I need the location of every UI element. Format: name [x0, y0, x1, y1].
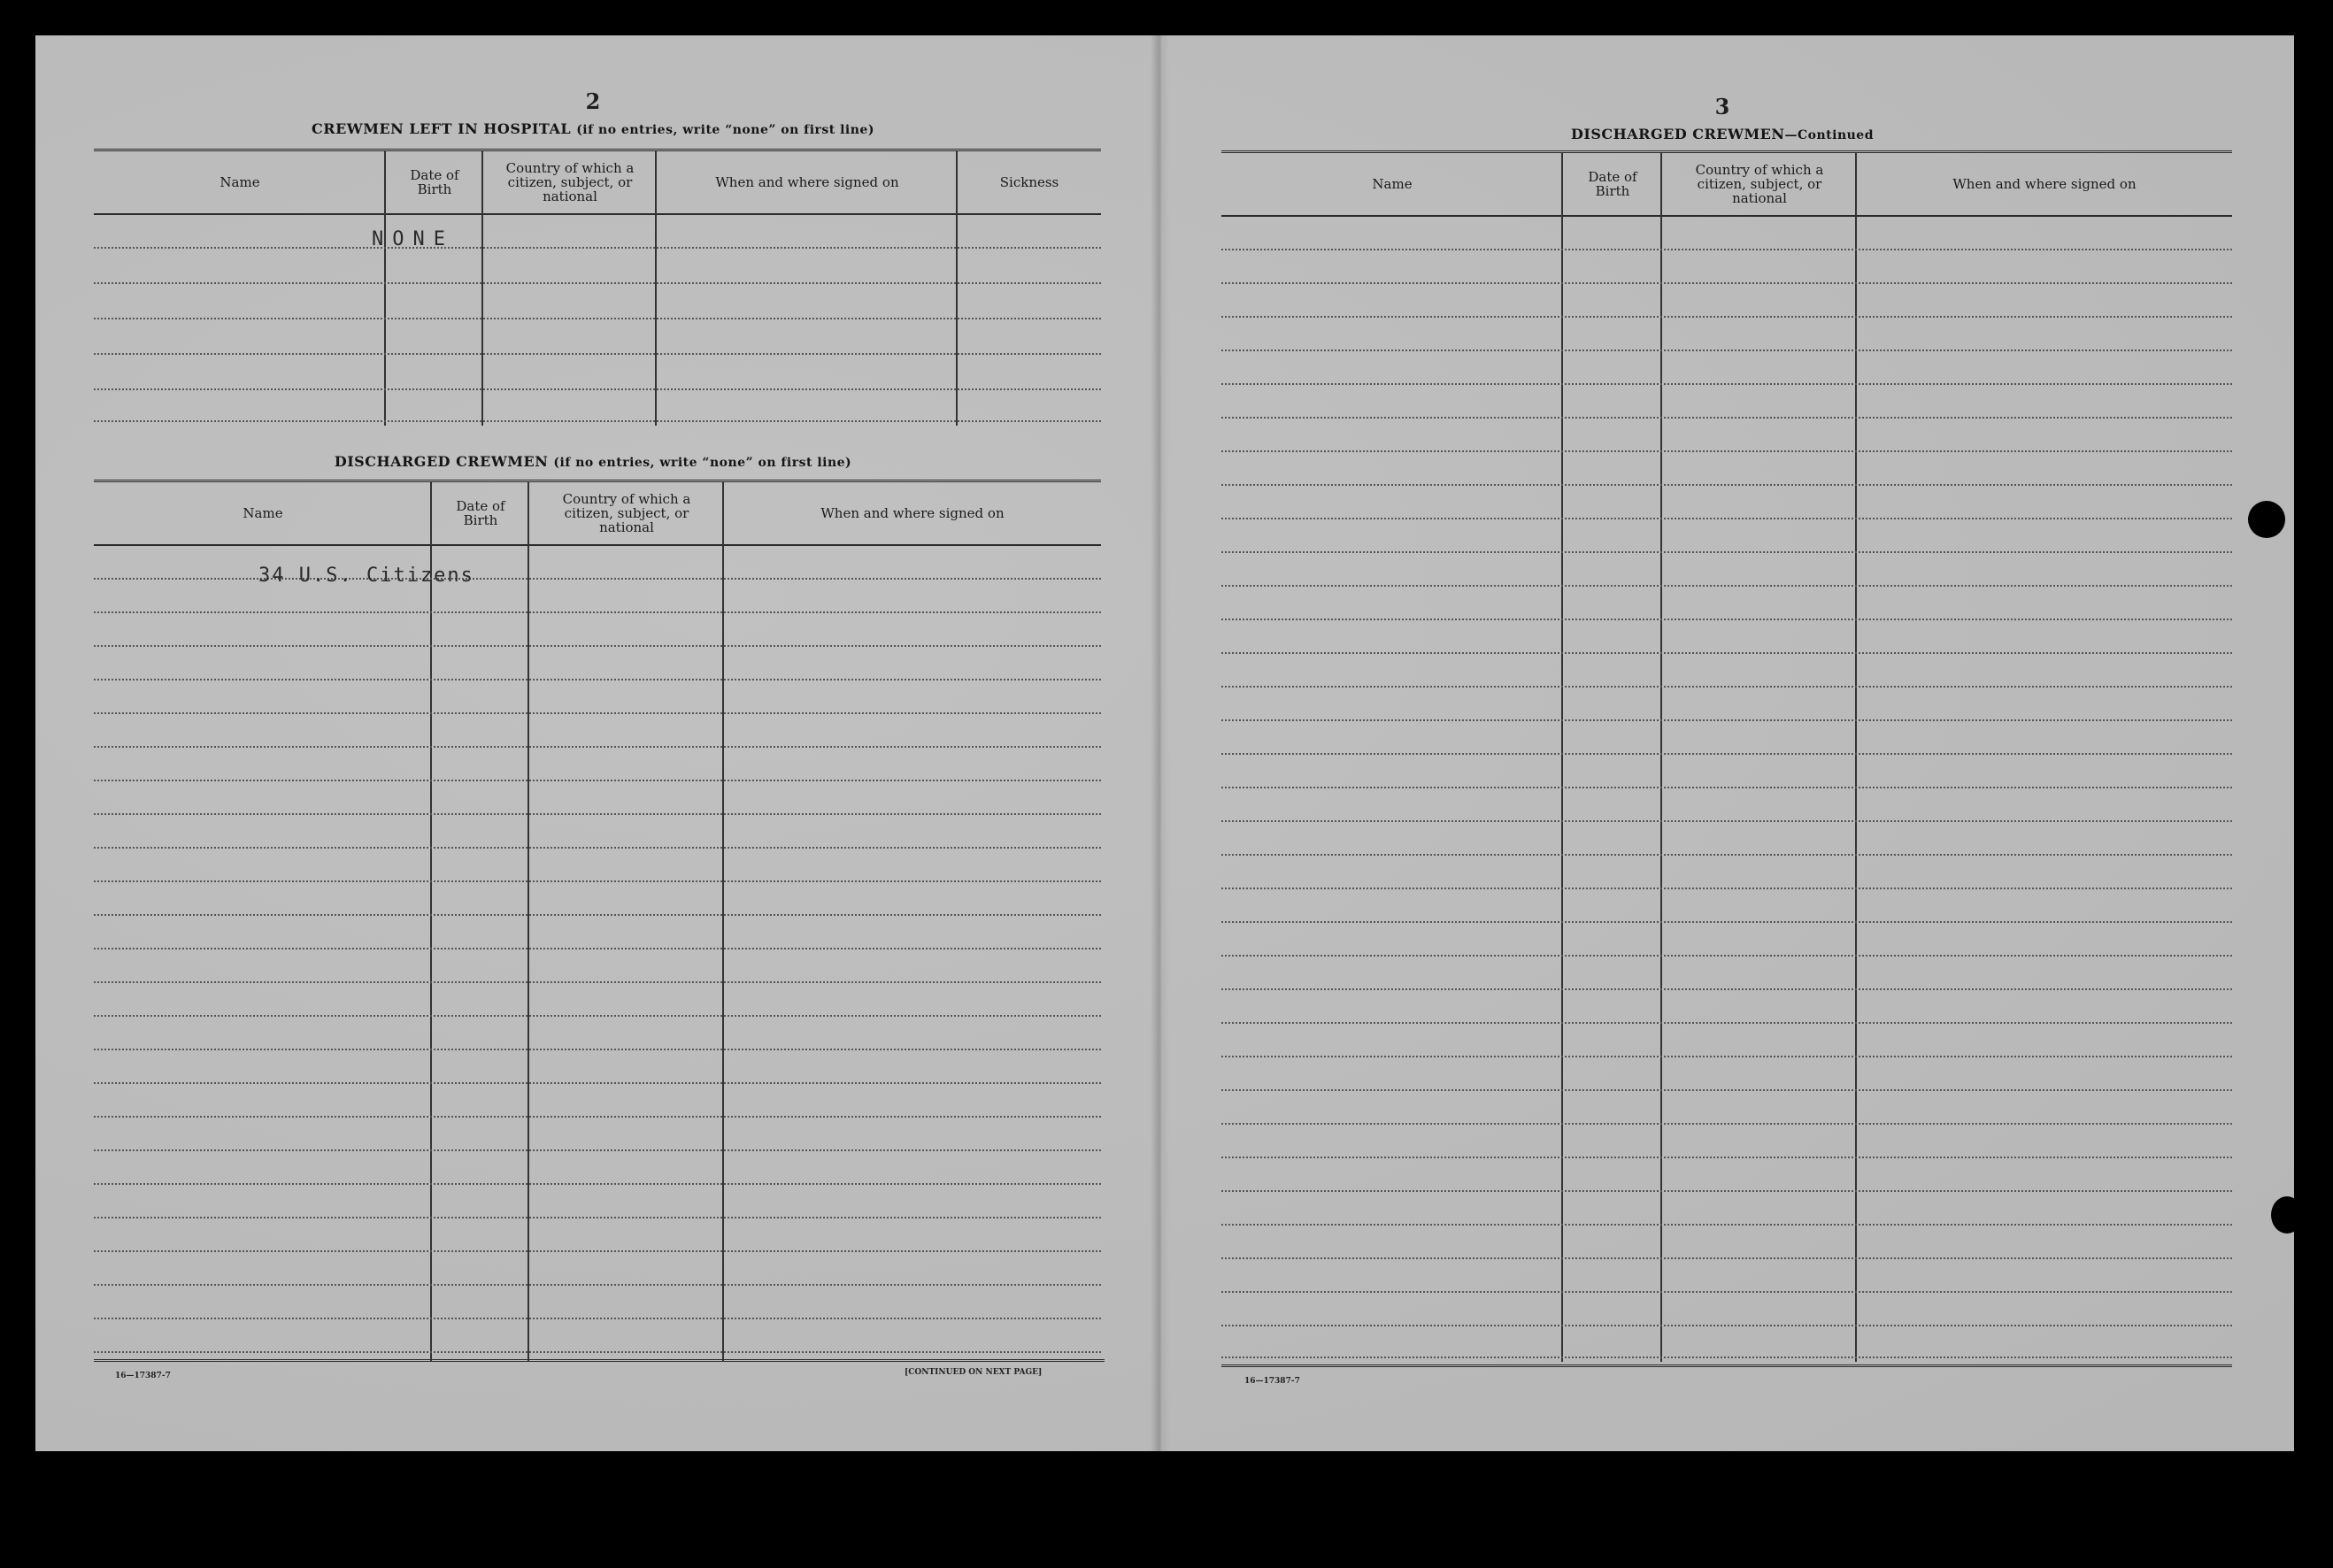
right-page-number: 3	[1714, 94, 1730, 119]
hospital-section-title	[312, 120, 874, 137]
hospital-header-name: Name	[219, 174, 260, 190]
hospital-table	[94, 149, 1101, 426]
right-header-signed-on: When and where signed on	[1952, 176, 2137, 192]
right-discharged-table	[1221, 150, 2232, 1362]
discharged-header-signed-on: When and where signed on	[820, 505, 1005, 521]
left-page-number: 2	[585, 88, 601, 114]
right-header-country: Country of which a citizen, subject, or national	[1695, 162, 1824, 206]
discharged-table	[94, 480, 1101, 1362]
discharged-section-title	[335, 453, 851, 470]
page-fold	[1151, 35, 1170, 1451]
continued-note: [CONTINUED ON NEXT PAGE]	[905, 1368, 1043, 1377]
punch-hole-top	[2248, 501, 2285, 538]
hospital-header-country: Country of which a citizen, subject, or national	[505, 160, 635, 204]
left-form-number: 16—17387-7	[115, 1372, 171, 1380]
discharged-header-name: Name	[243, 505, 283, 521]
right-bottom-rule	[1221, 1364, 2232, 1367]
discharged-title: DISCHARGED CREWMEN	[334, 453, 549, 470]
hospital-typed-entry: NONE	[372, 228, 454, 250]
punch-hole-bottom	[2271, 1196, 2303, 1234]
discharged-typed-entry: 34 U.S. Citizens	[258, 565, 474, 587]
right-header-name: Name	[1372, 176, 1413, 192]
right-section-title	[1571, 126, 1874, 142]
hospital-title-note: (if no entries, write “none” on first line)	[576, 123, 874, 137]
right-form-number: 16—17387-7	[1244, 1377, 1300, 1386]
right-title-suffix: —Continued	[1784, 128, 1875, 142]
hospital-header-signed-on: When and where signed on	[715, 174, 899, 190]
right-header-dob: Date of Birth	[1588, 169, 1637, 199]
left-bottom-rule	[94, 1359, 1105, 1362]
hospital-title: CREWMEN LEFT IN HOSPITAL	[312, 120, 572, 137]
right-title: DISCHARGED CREWMEN	[1570, 126, 1785, 142]
discharged-title-note: (if no entries, write “none” on first line)	[553, 456, 852, 470]
discharged-header-country: Country of which a citizen, subject, or national	[562, 491, 691, 535]
discharged-header-dob: Date of Birth	[456, 498, 505, 528]
hospital-header-sickness: Sickness	[999, 174, 1059, 190]
hospital-header-dob: Date of Birth	[410, 167, 459, 197]
